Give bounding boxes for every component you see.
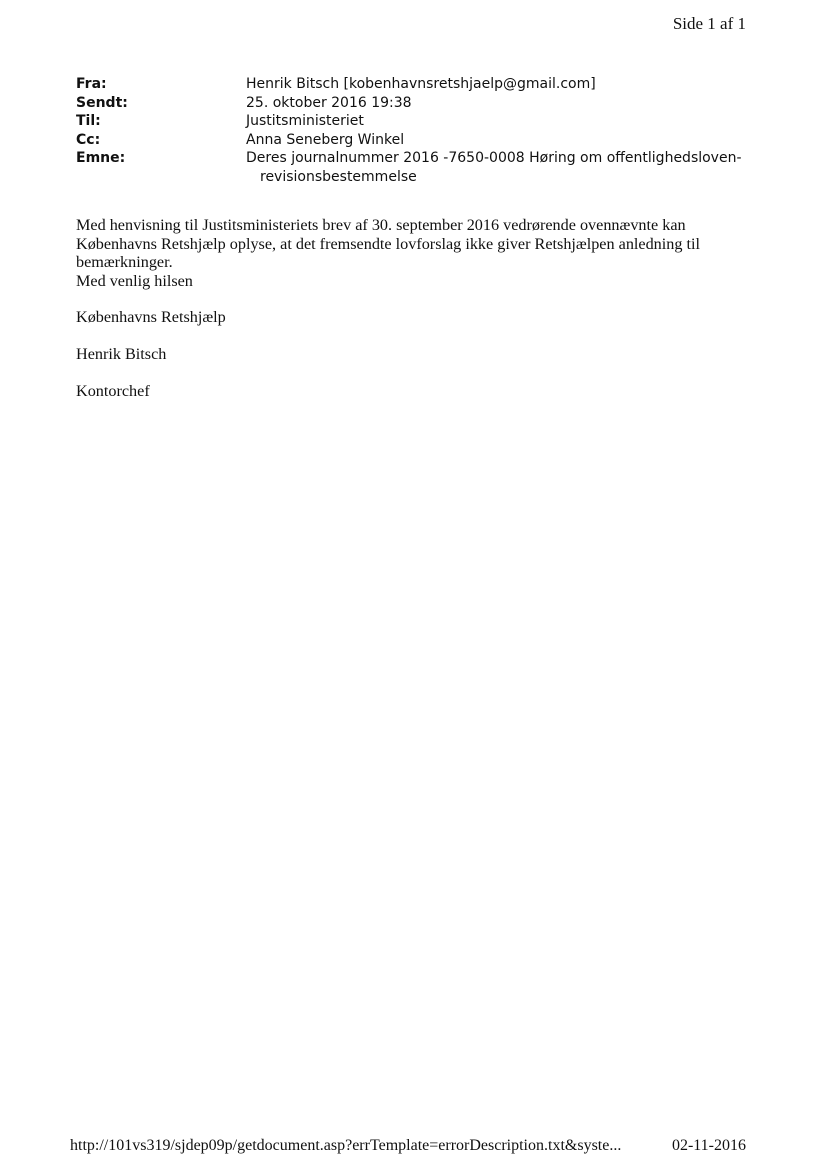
from-value: Henrik Bitsch [kobenhavnsretshjaelp@gmail.com] xyxy=(246,76,596,92)
footer-url: http://101vs319/sjdep09p/getdocument.asp?errTemplate=errorDescription.txt&syste... xyxy=(70,1137,622,1154)
to-value: Justitsministeriet xyxy=(246,113,364,129)
cc-value: Anna Seneberg Winkel xyxy=(246,131,405,148)
sent-value: 25. oktober 2016 19:38 xyxy=(246,94,412,111)
page-number: Side 1 af 1 xyxy=(672,14,746,33)
subject-value xyxy=(246,149,756,186)
signer-title: Kontorchef xyxy=(76,381,150,400)
header-row-sent xyxy=(76,94,756,113)
header-row-subject xyxy=(76,149,756,186)
body-line-2: Københavns Retshjælp oplyse, at det fremsendte lovforslag ikke giver Retshjælpen anledning til xyxy=(76,234,701,253)
sent-label: Sendt: xyxy=(76,94,128,111)
to-label: Til: xyxy=(76,113,101,129)
cc-label: Cc: xyxy=(76,131,101,148)
organization-name: Københavns Retshjælp xyxy=(76,308,226,327)
email-header xyxy=(76,75,756,186)
footer-date: 02-11-2016 xyxy=(671,1137,746,1154)
subject-line-1: Deres journalnummer 2016 -7650-0008 Høring om offentlighedsloven- xyxy=(246,150,742,166)
from-label: Fra: xyxy=(76,76,107,92)
greeting: Med venlig hilsen xyxy=(76,271,193,290)
header-row-from xyxy=(76,75,756,94)
header-row-cc xyxy=(76,131,756,150)
subject-label: Emne: xyxy=(76,150,126,166)
body-line-1: Med henvisning til Justitsministeriets brev af 30. september 2016 vedrørende ovennævnte kan xyxy=(76,216,686,234)
signer-name: Henrik Bitsch xyxy=(76,344,167,363)
email-body xyxy=(76,216,746,400)
header-row-to xyxy=(76,112,756,131)
body-line-3: bemærkninger. xyxy=(76,253,173,272)
subject-line-2: revisionsbestemmelse xyxy=(260,168,417,185)
